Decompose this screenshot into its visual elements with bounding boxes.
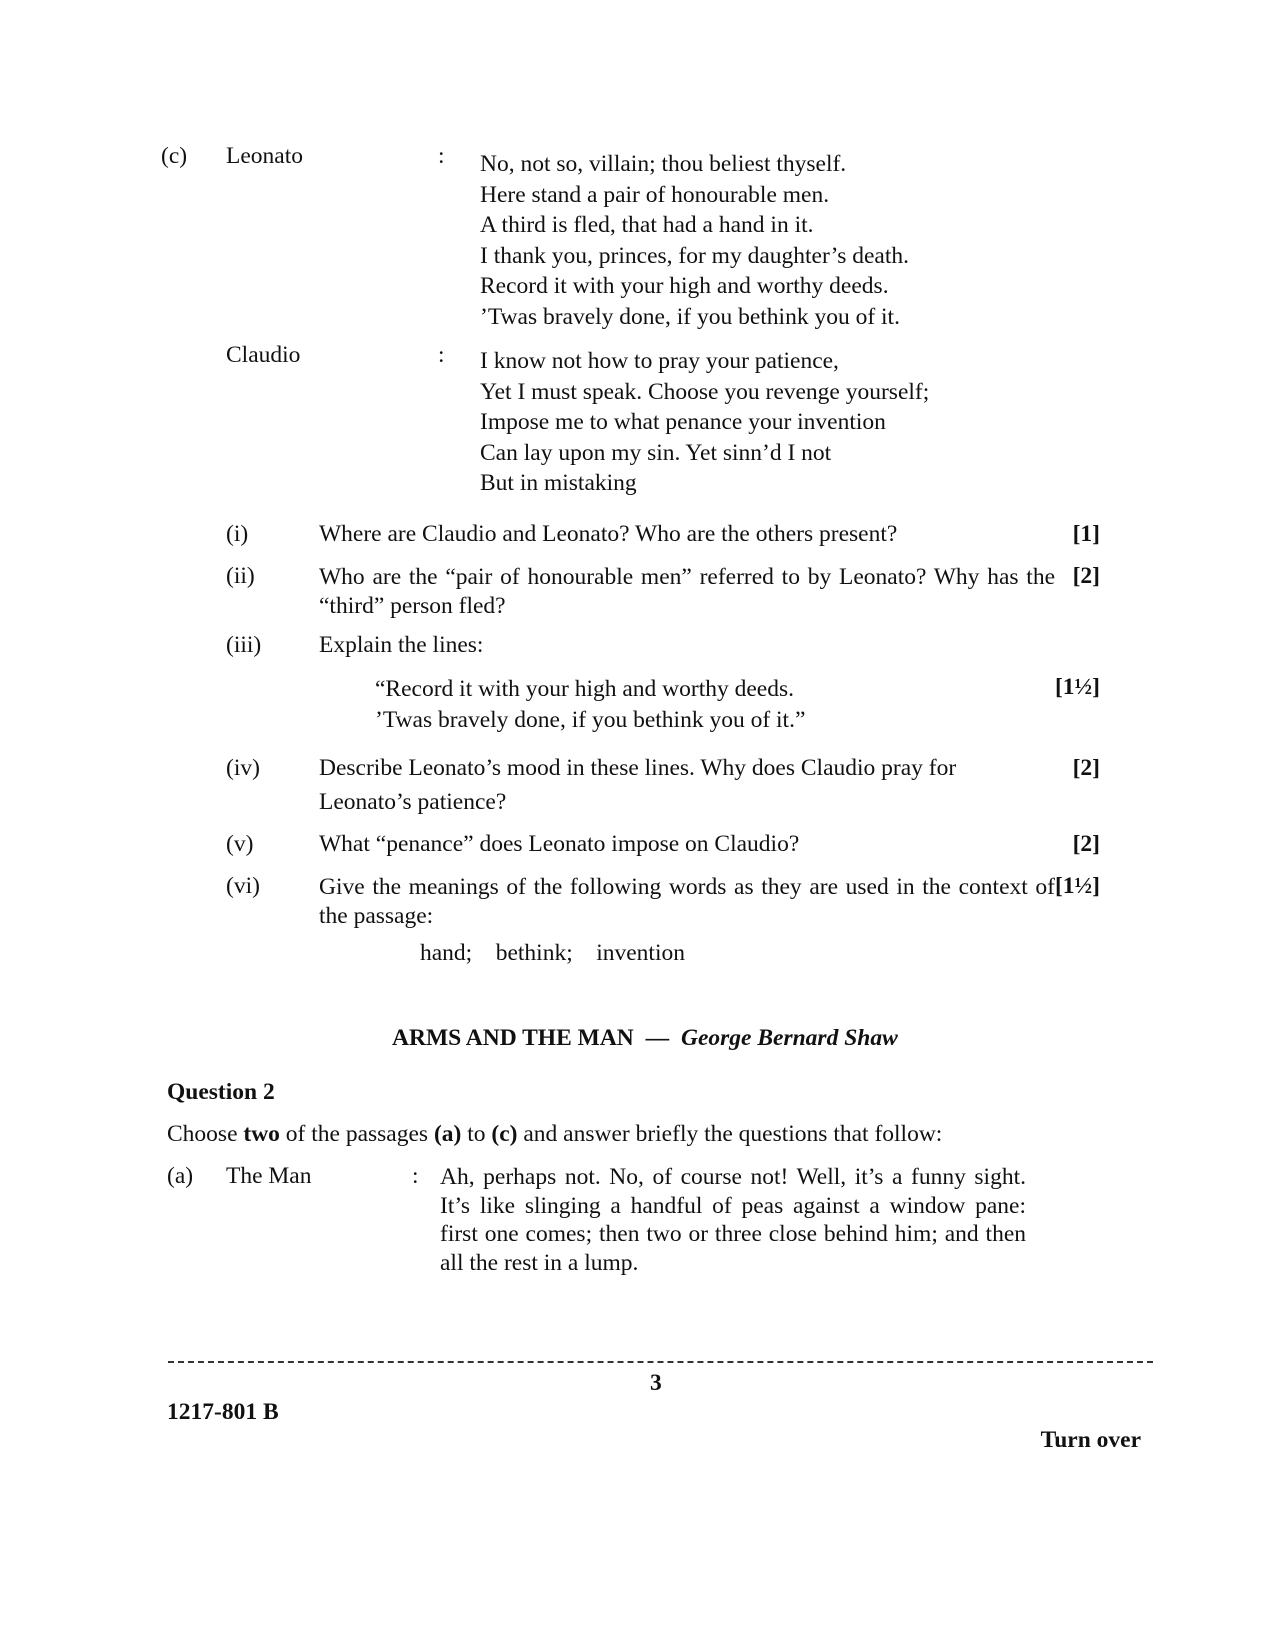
speech-line: ’Twas bravely done, if you bethink you of it. xyxy=(480,303,900,330)
question-marks: [1] xyxy=(1072,521,1100,547)
speaker-colon: : xyxy=(438,143,445,169)
page-number: 3 xyxy=(650,1370,662,1396)
instr-text: of the passages xyxy=(279,1121,434,1147)
paper-code: 1217-801 B xyxy=(167,1399,279,1425)
question-number: (iv) xyxy=(226,755,260,781)
speech-lines xyxy=(480,346,929,499)
speech-lines xyxy=(480,149,909,332)
speech-line: No, not so, villain; thou beliest thyself. xyxy=(480,151,847,177)
section-title-dash: — xyxy=(645,1025,670,1051)
question-number: (vi) xyxy=(226,873,260,899)
speaker-name: The Man xyxy=(226,1163,312,1189)
question-text: Who are the “pair of honourable men” referred to by Leonato? Why has the “third” person fled? xyxy=(319,564,1055,619)
question-marks: [1½] xyxy=(1054,674,1100,700)
speech-line: Can lay upon my sin. Yet sinn’d I not xyxy=(480,439,832,466)
question-text: Where are Claudio and Leonato? Who are the others present? xyxy=(319,521,898,547)
question-marks: [2] xyxy=(1072,831,1100,857)
question-marks: [1½] xyxy=(1054,873,1100,899)
speech-paragraph: Ah, perhaps not. No, of course not! Well, it’s a funny sight. It’s like slinging a handful of peas against a window pane: first one comes; then two or three close behind him; and then all the rest in a lump. xyxy=(440,1164,1026,1276)
speech-line: I know not how to pray your patience, xyxy=(480,348,839,374)
question-number: (iii) xyxy=(226,632,262,658)
question-text: Describe Leonato’s mood in these lines. Why does Claudio pray for xyxy=(319,755,957,781)
speech-line: Here stand a pair of honourable men. xyxy=(480,181,830,208)
speaker-name: Leonato xyxy=(226,143,303,169)
question-marks: [2] xyxy=(1072,563,1100,589)
speech-line: Impose me to what penance your invention xyxy=(480,409,886,435)
instr-text: Choose xyxy=(167,1121,244,1147)
speech-line: A third is fled, that had a hand in it. xyxy=(480,212,814,238)
question-text: Explain the lines: xyxy=(319,632,484,658)
section-title xyxy=(392,1025,898,1052)
speaker-colon: : xyxy=(412,1163,419,1189)
question-heading: Question 2 xyxy=(167,1079,275,1105)
question-number: (i) xyxy=(226,521,249,547)
instr-emphasis: (a) xyxy=(433,1121,462,1147)
instr-text: to xyxy=(461,1121,492,1147)
question-instructions xyxy=(167,1121,942,1148)
quoted-lines xyxy=(375,674,805,735)
question-marks: [2] xyxy=(1072,755,1100,781)
quoted-line: ’Twas bravely done, if you bethink you of it.” xyxy=(375,706,806,733)
turn-over-note: Turn over xyxy=(1040,1427,1141,1453)
passage-label: (c) xyxy=(161,143,188,169)
speech-line: Record it with your high and worthy deeds. xyxy=(480,273,889,299)
speech-line: Yet I must speak. Choose you revenge yourself; xyxy=(480,378,930,405)
question-text: Leonato’s patience? xyxy=(319,789,507,815)
section-author: George Bernard Shaw xyxy=(681,1025,898,1051)
word-list: hand; bethink; invention xyxy=(420,940,685,966)
question-text: Give the meanings of the following words as they are used in the context of the passage: xyxy=(319,874,1055,929)
instr-emphasis: two xyxy=(243,1121,280,1147)
instr-emphasis: (c) xyxy=(491,1121,518,1147)
section-title-text: ARMS AND THE MAN xyxy=(392,1025,634,1051)
speaker-colon: : xyxy=(438,342,445,368)
speech-line: I thank you, princes, for my daughter’s death. xyxy=(480,242,909,269)
speaker-name: Claudio xyxy=(226,342,301,368)
question-text: What “penance” does Leonato impose on Claudio? xyxy=(319,831,800,857)
speech-line: But in mistaking xyxy=(480,470,637,496)
question-number: (v) xyxy=(226,831,254,857)
instr-text: and answer briefly the questions that follow: xyxy=(517,1121,943,1147)
passage-label: (a) xyxy=(167,1163,194,1189)
question-number: (ii) xyxy=(226,563,255,589)
footer-divider xyxy=(168,1361,1153,1363)
quoted-line: “Record it with your high and worthy deeds. xyxy=(375,676,794,702)
